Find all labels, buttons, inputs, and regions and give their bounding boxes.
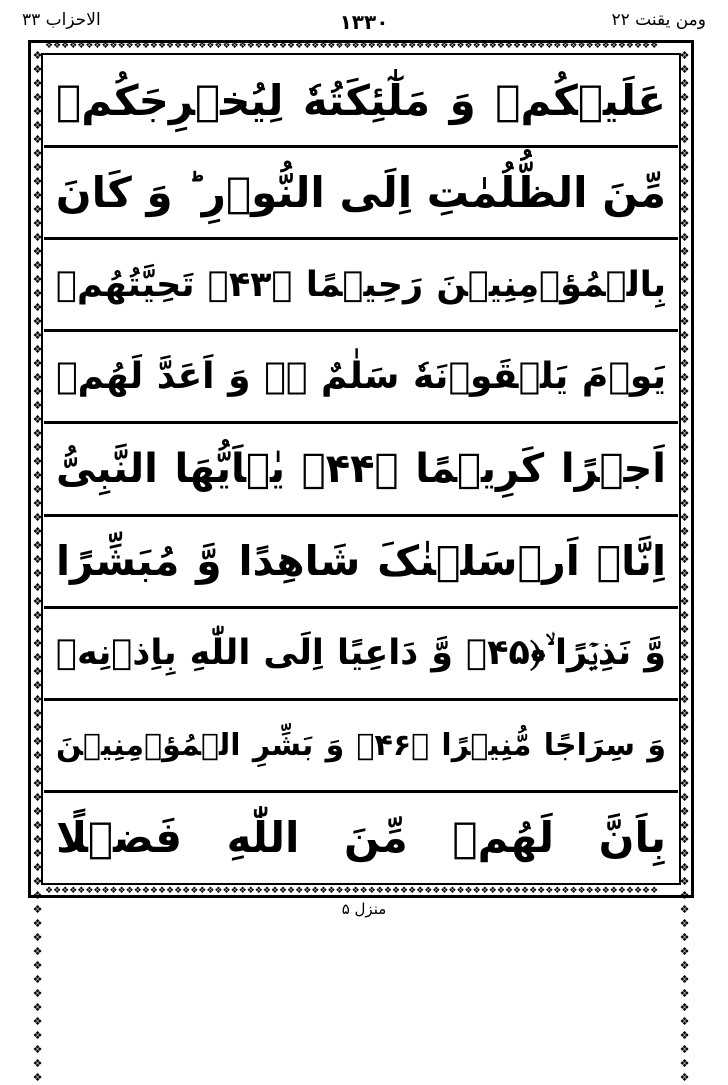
text-line: [44, 240, 678, 332]
header-juz-name: ومن یقنت ۲۲: [611, 10, 706, 30]
text-line: [44, 424, 678, 516]
bottom-ornament: ❖❖❖❖❖❖❖❖❖❖❖❖❖❖❖❖❖❖❖❖❖❖❖❖❖❖❖❖❖❖❖❖❖❖❖❖❖❖❖❖❖❖❖❖❖❖❖❖❖❖❖❖❖❖❖❖❖❖❖❖❖❖❖❖❖❖❖❖❖❖❖❖❖❖❖❖: [45, 886, 659, 896]
text-line: [44, 701, 678, 793]
page-number: ۱۳۳۰: [339, 10, 389, 34]
top-ornament: ❖❖❖❖❖❖❖❖❖❖❖❖❖❖❖❖❖❖❖❖❖❖❖❖❖❖❖❖❖❖❖❖❖❖❖❖❖❖❖❖❖❖❖❖❖❖❖❖❖❖❖❖❖❖❖❖❖❖❖❖❖❖❖❖❖❖❖❖❖❖❖❖❖❖❖❖: [45, 41, 659, 51]
text-line: [44, 148, 678, 240]
verse-text: بِاَنَّ لَهُمۡ مِّنَ اللّٰهِ فَضۡلًا: [56, 812, 666, 862]
verse-text: بِالۡمُؤۡمِنِیۡنَ رَحِیۡمًا ﴿۴۳﴾ تَحِیَّتُهُمۡ: [56, 264, 667, 305]
verse-text: اِنَّاۤ اَرۡسَلۡنٰکَ شَاهِدًا وَّ مُبَشِّرًا: [56, 537, 666, 586]
text-line: [44, 517, 678, 609]
header-surah-name: الاحزاب ۳۳: [22, 10, 101, 30]
verse-text: وَ سِرَاجًا مُّنِیۡرًا ﴿۴۶﴾ وَ بَشِّرِ الۡمُؤۡمِنِیۡنَ: [56, 727, 666, 763]
right-ornament: ❖❖❖❖❖❖❖❖❖❖❖❖❖❖❖❖❖❖❖❖❖❖❖❖❖❖❖❖❖❖❖❖❖❖❖❖❖❖❖❖❖❖❖❖❖❖❖❖❖❖❖❖❖❖❖❖❖❖❖❖❖❖❖❖❖❖❖❖❖❖❖❖❖❖: [678, 49, 691, 1085]
text-line: [44, 793, 678, 882]
text-line: [44, 332, 678, 424]
left-ornament: ❖❖❖❖❖❖❖❖❖❖❖❖❖❖❖❖❖❖❖❖❖❖❖❖❖❖❖❖❖❖❖❖❖❖❖❖❖❖❖❖❖❖❖❖❖❖❖❖❖❖❖❖❖❖❖❖❖❖❖❖❖❖❖❖❖❖❖❖❖❖❖❖❖❖: [31, 49, 44, 1085]
verse-text: اَجۡرًا کَرِیۡمًا ﴿۴۴﴾ یٰۤاَیُّهَا النَّبِیُّ: [56, 445, 666, 492]
text-line: [44, 609, 678, 701]
text-lines: [44, 56, 678, 882]
verse-text: وَّ نَذِیۡرًا ۙ﴿۴۵﴾ وَّ دَاعِیًا اِلَی اللّٰهِ بِاِذۡنِهٖ: [56, 633, 666, 674]
text-line: [44, 56, 678, 148]
verse-text: عَلَیۡکُمۡ وَ مَلٰٓئِکَتُهٗ لِیُخۡرِجَکُمۡ: [56, 76, 666, 126]
verse-text: یَوۡمَ یَلۡقَوۡنَهٗ سَلٰمٌ ۚۖ وَ اَعَدَّ لَهُمۡ: [56, 356, 666, 398]
manzil-footer: منزل ۵: [341, 900, 387, 918]
verse-text: مِّنَ الظُّلُمٰتِ اِلَی النُّوۡرِ ؕ وَ کَانَ: [55, 168, 666, 218]
